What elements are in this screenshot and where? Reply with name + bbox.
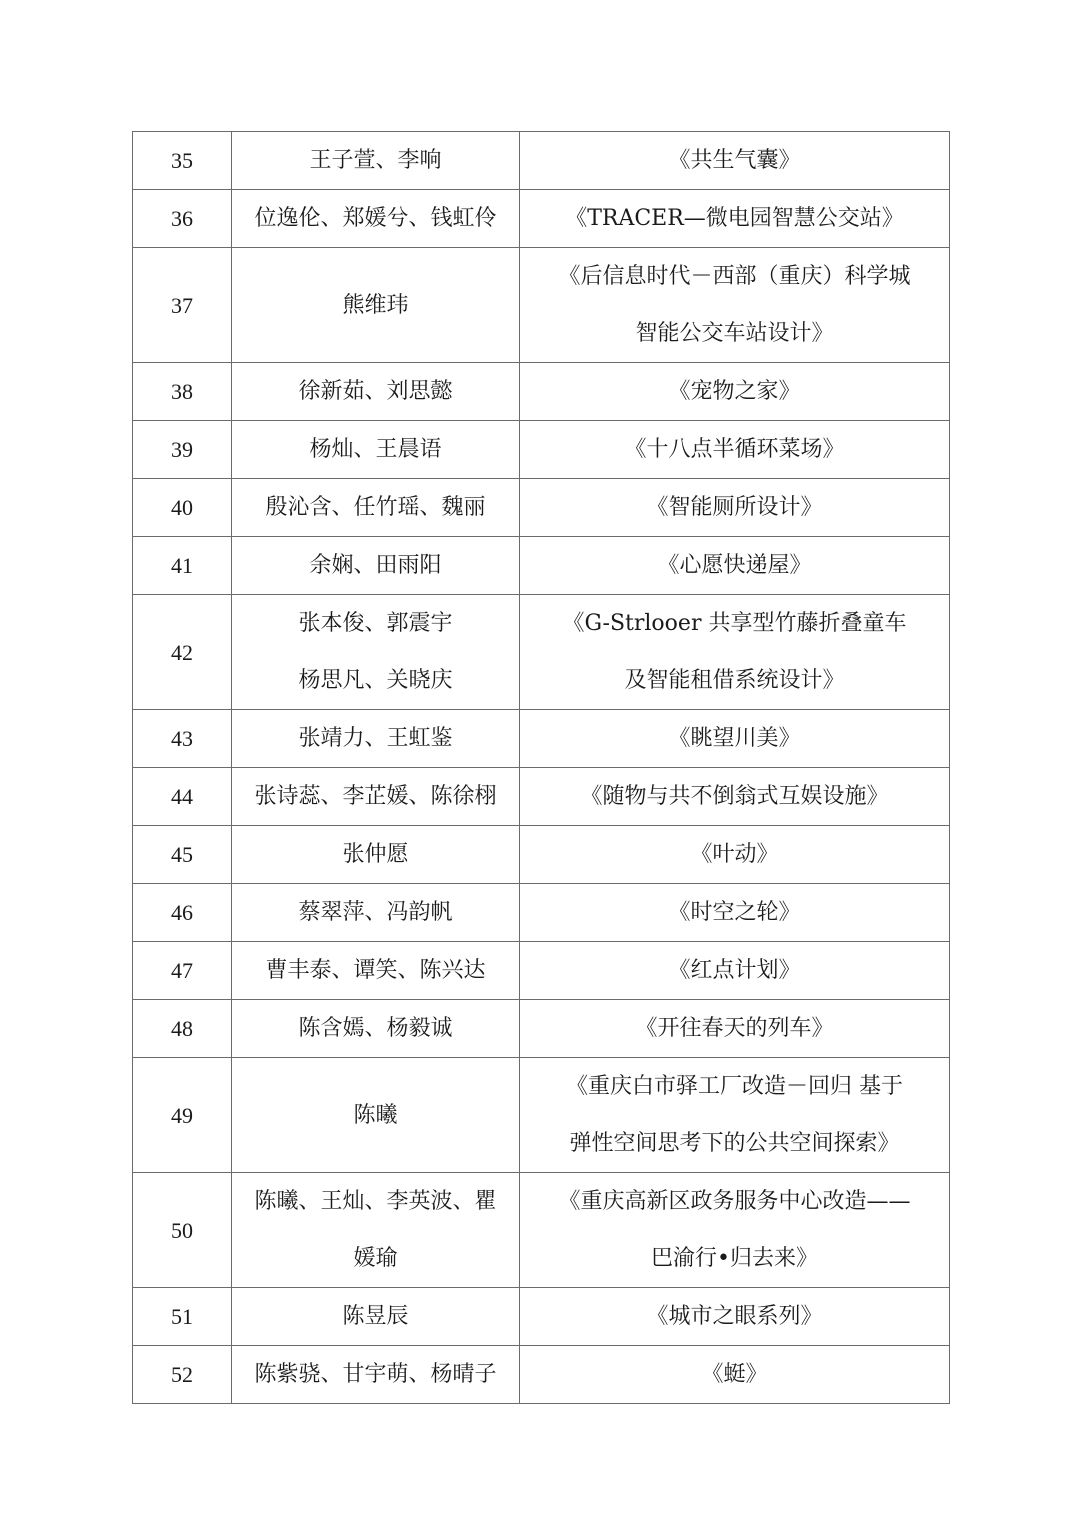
authors-line: 陈紫骁、甘宇萌、杨晴子	[254, 1362, 497, 1387]
entry-title	[520, 537, 950, 595]
authors-line: 徐新茹、刘思懿	[298, 379, 453, 404]
entry-number: 49	[133, 1058, 232, 1173]
authors-line: 曹丰泰、谭笑、陈兴达	[265, 958, 486, 983]
entry-number: 47	[133, 942, 232, 1000]
authors-line: 殷沁含、任竹瑶、魏丽	[265, 495, 486, 520]
entry-authors	[232, 884, 520, 942]
entry-authors	[232, 537, 520, 595]
title-line: 《TRACER—微电园智慧公交站》	[565, 206, 904, 231]
authors-line: 媛瑜	[353, 1246, 398, 1271]
title-line: 《城市之眼系列》	[646, 1304, 823, 1329]
title-line: 《时空之轮》	[668, 900, 801, 925]
entry-title	[520, 768, 950, 826]
entry-number: 38	[133, 363, 232, 421]
table-row	[133, 1346, 950, 1404]
table-row	[133, 190, 950, 248]
table-row	[133, 421, 950, 479]
table-row	[133, 1000, 950, 1058]
entry-authors	[232, 1288, 520, 1346]
title-line: 《重庆高新区政务服务中心改造——	[558, 1189, 911, 1214]
authors-line: 位逸伦、郑媛兮、钱虹伶	[254, 206, 497, 231]
entry-title	[520, 190, 950, 248]
title-line: 《宠物之家》	[668, 379, 801, 404]
entry-number: 44	[133, 768, 232, 826]
authors-line: 蔡翠萍、冯韵帆	[298, 900, 453, 925]
title-line: 弹性空间思考下的公共空间探索》	[569, 1131, 900, 1156]
entry-authors	[232, 421, 520, 479]
table-row	[133, 710, 950, 768]
title-line: 《红点计划》	[668, 958, 801, 983]
entry-title	[520, 1288, 950, 1346]
authors-line: 陈含嫣、杨毅诚	[298, 1016, 453, 1041]
authors-line: 张仲愿	[342, 842, 409, 867]
entry-authors	[232, 1058, 520, 1173]
entry-number: 45	[133, 826, 232, 884]
entry-authors	[232, 248, 520, 363]
entry-authors	[232, 363, 520, 421]
entry-title	[520, 248, 950, 363]
entry-title	[520, 1058, 950, 1173]
entry-authors	[232, 479, 520, 537]
entry-title	[520, 884, 950, 942]
entry-number: 46	[133, 884, 232, 942]
table-body	[133, 132, 950, 1404]
entry-number: 52	[133, 1346, 232, 1404]
entry-title	[520, 595, 950, 710]
entry-title	[520, 363, 950, 421]
title-line: 智能公交车站设计》	[635, 321, 834, 346]
table-row	[133, 479, 950, 537]
table-row	[133, 884, 950, 942]
entry-authors	[232, 826, 520, 884]
title-line: 及智能租借系统设计》	[624, 668, 845, 693]
entry-authors	[232, 1346, 520, 1404]
authors-line: 熊维玮	[342, 292, 409, 318]
authors-line: 张本俊、郭震宇	[298, 611, 453, 636]
entry-number: 40	[133, 479, 232, 537]
award-list-table	[132, 131, 950, 1404]
authors-line: 杨灿、王晨语	[309, 437, 442, 462]
entry-title	[520, 479, 950, 537]
title-line: 巴渝行•归去来》	[651, 1246, 818, 1271]
table-row	[133, 1058, 950, 1173]
entry-title	[520, 826, 950, 884]
title-line: 《心愿快递屋》	[657, 553, 812, 578]
title-line: 《叶动》	[690, 842, 779, 867]
entry-number: 35	[133, 132, 232, 190]
entry-number: 36	[133, 190, 232, 248]
title-line: 《重庆白市驿工厂改造－回归 基于	[566, 1074, 903, 1099]
table-row	[133, 363, 950, 421]
title-line: 《蜓》	[701, 1362, 768, 1387]
document-page	[132, 131, 949, 1404]
entry-title	[520, 1346, 950, 1404]
title-line: 《后信息时代－西部（重庆）科学城	[558, 264, 911, 289]
entry-title	[520, 710, 950, 768]
table-row	[133, 595, 950, 710]
entry-authors	[232, 942, 520, 1000]
table-row	[133, 942, 950, 1000]
table-row	[133, 248, 950, 363]
entry-authors	[232, 190, 520, 248]
title-line: 《G-Strlooer 共享型竹藤折叠童车	[562, 611, 907, 636]
entry-number: 48	[133, 1000, 232, 1058]
table-row	[133, 768, 950, 826]
entry-title	[520, 421, 950, 479]
entry-number: 37	[133, 248, 232, 363]
entry-title	[520, 1000, 950, 1058]
authors-line: 杨思凡、关晓庆	[298, 668, 453, 693]
entry-number: 51	[133, 1288, 232, 1346]
entry-number: 43	[133, 710, 232, 768]
entry-number: 41	[133, 537, 232, 595]
authors-line: 陈曦、王灿、李英波、瞿	[254, 1189, 497, 1214]
entry-authors	[232, 710, 520, 768]
authors-line: 陈曦	[353, 1102, 398, 1128]
entry-number: 42	[133, 595, 232, 710]
title-line: 《共生气囊》	[668, 148, 801, 173]
entry-title	[520, 942, 950, 1000]
entry-authors	[232, 1173, 520, 1288]
entry-number: 50	[133, 1173, 232, 1288]
title-line: 《随物与共不倒翁式互娱设施》	[580, 784, 889, 809]
title-line: 《智能厕所设计》	[646, 495, 823, 520]
table-row	[133, 1173, 950, 1288]
authors-line: 王子萱、李响	[309, 148, 442, 173]
authors-line: 张诗蕊、李芷媛、陈徐栩	[254, 784, 497, 809]
table-row	[133, 132, 950, 190]
authors-line: 余娴、田雨阳	[309, 553, 442, 578]
table-row	[133, 1288, 950, 1346]
title-line: 《十八点半循环菜场》	[624, 437, 845, 462]
entry-authors	[232, 132, 520, 190]
entry-number: 39	[133, 421, 232, 479]
entry-authors	[232, 1000, 520, 1058]
table-row	[133, 826, 950, 884]
entry-title	[520, 1173, 950, 1288]
authors-line: 陈昱辰	[342, 1304, 409, 1329]
entry-authors	[232, 768, 520, 826]
title-line: 《开往春天的列车》	[635, 1016, 834, 1041]
authors-line: 张靖力、王虹鉴	[298, 726, 453, 751]
title-line: 《眺望川美》	[668, 726, 801, 751]
table-row	[133, 537, 950, 595]
entry-title	[520, 132, 950, 190]
entry-authors	[232, 595, 520, 710]
